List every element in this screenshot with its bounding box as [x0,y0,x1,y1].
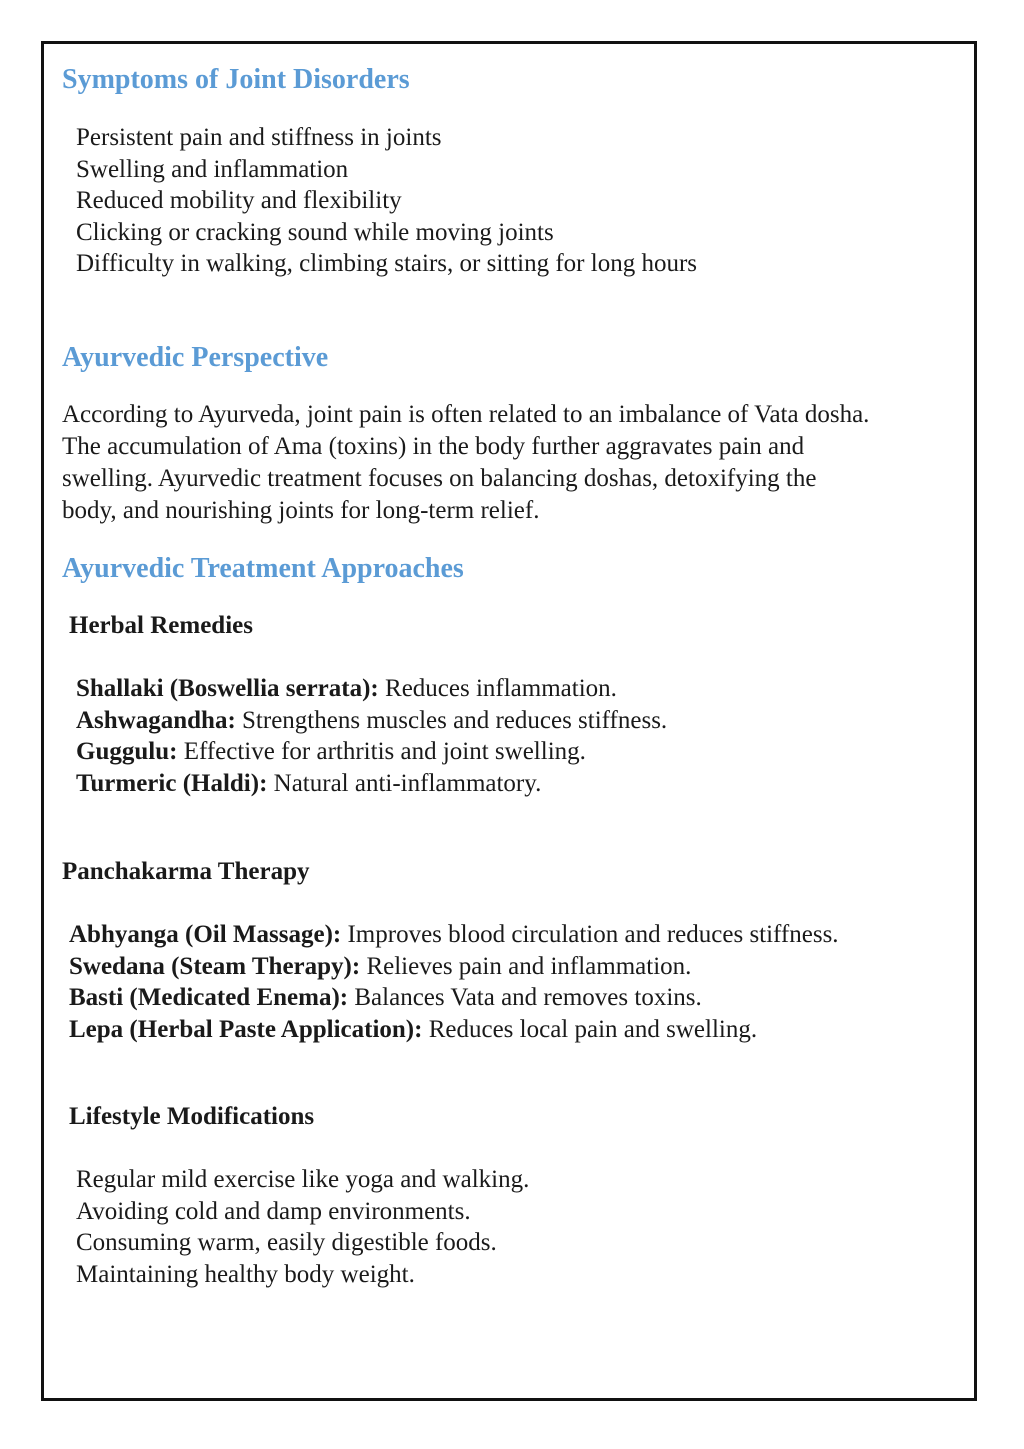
item-description: Relieves pain and inflammation. [360,952,692,980]
item-description: Strengthens muscles and reduces stiffness. [235,706,668,734]
item-term: Lepa (Herbal Paste Application): [69,1015,423,1043]
lifestyle-title: Lifestyle Modifications [69,1103,315,1130]
herbal-remedies-title: Herbal Remedies [69,612,253,639]
list-item [69,1014,839,1046]
list-item [69,982,839,1014]
item-term: Abhyanga (Oil Massage): [69,921,342,948]
list-item: Persistent pain and stiffness in joints [76,124,442,151]
item-description: Improves blood circulation and reduces stiffness. [341,921,839,948]
symptoms-heading: Symptoms of Joint Disorders [62,64,410,95]
item-description: Natural anti-inflammatory. [267,769,542,797]
lifestyle-list [76,1164,529,1290]
list-item: Maintaining healthy body weight. [76,1260,415,1288]
symptoms-list [76,122,697,280]
list-item [76,673,667,705]
item-description: Reduces inflammation. [378,675,617,702]
item-term: Basti (Medicated Enema): [69,984,349,1012]
list-item: Consuming warm, easily digestible foods. [76,1229,497,1257]
list-item [76,705,667,737]
herbal-remedies-list [76,673,667,799]
item-description: Balances Vata and removes toxins. [348,984,702,1012]
item-term: Guggulu: [76,738,178,766]
panchakarma-list [69,919,839,1045]
list-item: Avoiding cold and damp environments. [76,1197,471,1225]
perspective-paragraph [62,399,869,527]
paragraph-line: According to Ayurveda, joint pain is often related to an imbalance of Vata dosha. [62,401,870,428]
paragraph-line: swelling. Ayurvedic treatment focuses on balancing doshas, detoxifying the [62,465,817,492]
list-item [69,951,839,983]
list-item [76,736,667,768]
list-item: Difficulty in walking, climbing stairs, or sitting for long hours [76,250,698,278]
item-description: Reduces local pain and swelling. [422,1015,758,1043]
panchakarma-title: Panchakarma Therapy [62,858,310,885]
perspective-heading: Ayurvedic Perspective [62,342,329,373]
item-term: Ashwagandha: [76,706,236,734]
list-item: Regular mild exercise like yoga and walking. [76,1166,530,1193]
list-item: Swelling and inflammation [76,155,349,183]
paragraph-line: The accumulation of Ama (toxins) in the body further aggravates pain and [62,433,805,460]
list-item: Clicking or cracking sound while moving joints [76,218,554,246]
item-term: Shallaki (Boswellia serrata): [76,675,379,702]
treatment-heading: Ayurvedic Treatment Approaches [62,553,464,584]
list-item [69,919,839,951]
item-description: Effective for arthritis and joint swelling. [177,738,586,766]
list-item [76,768,667,800]
list-item: Reduced mobility and flexibility [76,187,402,215]
item-term: Turmeric (Haldi): [76,769,268,797]
item-term: Swedana (Steam Therapy): [69,952,361,980]
paragraph-line: body, and nourishing joints for long-term relief. [62,497,540,524]
